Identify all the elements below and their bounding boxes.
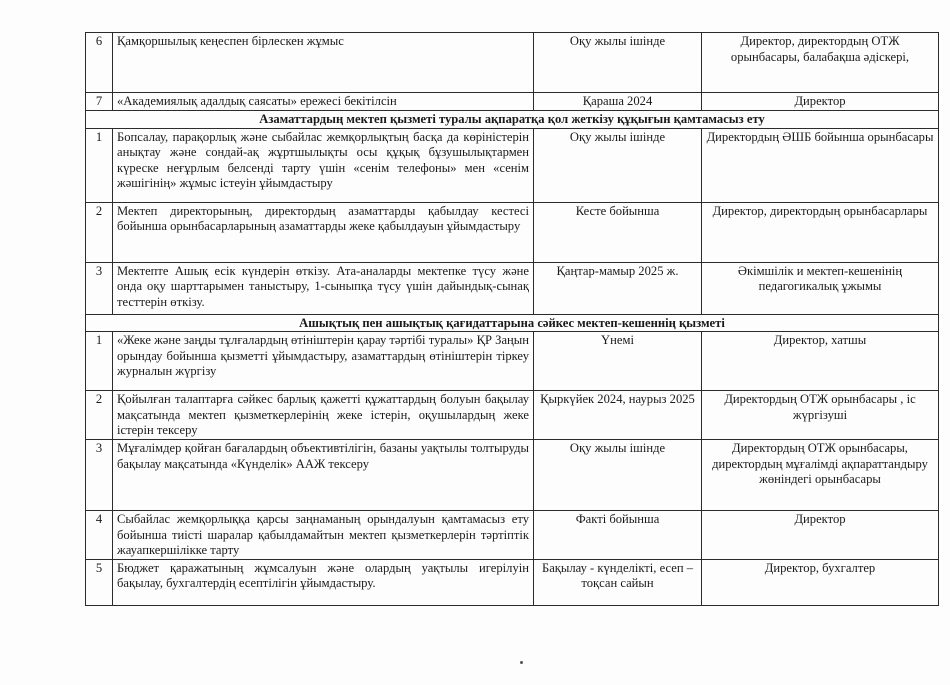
responsible-cell: Директор [702, 511, 939, 560]
row-number: 3 [86, 440, 113, 511]
row-number: 1 [86, 128, 113, 202]
table-row [86, 559, 939, 605]
activity-cell: Мектепте Ашық есік күндерін өткізу. Ата-аналарды мектепке түсу және онда оқу шарттарымен таныстыру, 1-сыныпқа түсу үшін дайындық-сынақ тесттерін өткізу. [113, 262, 534, 314]
responsible-cell: Директордың ӘШБ бойынша орынбасары [702, 128, 939, 202]
row-number: 4 [86, 511, 113, 560]
deadline-cell: Оқу жылы ішінде [534, 128, 702, 202]
row-number: 2 [86, 202, 113, 262]
section-title: Азаматтардың мектеп қызметі туралы ақпаратқа қол жеткізу құқығын қамтамасыз ету [86, 111, 939, 129]
activity-cell: Қойылған талаптарға сәйкес барлық қажетті құжаттардың болуын бақылау мақсатында мектеп қызметкерлерінің жеке істерін, оқушылардың жеке істерін тексеру [113, 391, 534, 440]
deadline-cell: Үнемі [534, 332, 702, 391]
deadline-cell: Қаңтар-мамыр 2025 ж. [534, 262, 702, 314]
section-header-row [86, 314, 939, 332]
table-row [86, 128, 939, 202]
table-row [86, 391, 939, 440]
deadline-cell: Кесте бойынша [534, 202, 702, 262]
deadline-cell: Қыркүйек 2024, наурыз 2025 [534, 391, 702, 440]
responsible-cell: Директордың ОТЖ орынбасары, директордың мұғалімді ақпараттандыру жөніндегі орынбасары [702, 440, 939, 511]
responsible-cell: Директор, директордың ОТЖ орынбасары, балабақша әдіскері, [702, 33, 939, 93]
scan-speck [520, 661, 523, 664]
responsible-cell: Директор, бухгалтер [702, 559, 939, 605]
row-number: 5 [86, 559, 113, 605]
table-row [86, 440, 939, 511]
activity-cell: Мұғалімдер қойған бағалардың объективтілігін, базаны уақтылы толтыруды бақылау мақсатында «Күнделік» ААЖ тексеру [113, 440, 534, 511]
row-number: 1 [86, 332, 113, 391]
activity-cell: Бюджет қаражатының жұмсалуын және олардың уақтылы игерілуін бақылау, бухгалтердің есептілігін ұйымдастыру. [113, 559, 534, 605]
activity-cell: Бопсалау, парақорлық және сыбайлас жемқорлықтың басқа да көріністерін анықтау және сондай-ақ жұртшылықты осы құқық бұзушылықтармен күреске неғұрлым белсенді тарту үшін «сенім телефоны» мен «сенім жәшігінің» жұмыс істеуін ұйымдастыру [113, 128, 534, 202]
activity-cell: Сыбайлас жемқорлыққа қарсы заңнаманың орындалуын қамтамасыз ету бойынша тиісті шаралар қабылдамайтын мектеп қызметкерлерін тәртіптік жауапкершілікке тарту [113, 511, 534, 560]
deadline-cell: Бақылау - күнделікті, есеп – тоқсан сайын [534, 559, 702, 605]
table-row [86, 93, 939, 111]
responsible-cell: Директор [702, 93, 939, 111]
activity-cell: «Академиялық адалдық саясаты» ережесі бекітілсін [113, 93, 534, 111]
deadline-cell: Оқу жылы ішінде [534, 440, 702, 511]
action-plan-table [85, 32, 939, 606]
row-number: 6 [86, 33, 113, 93]
table-row [86, 511, 939, 560]
row-number: 7 [86, 93, 113, 111]
table-row [86, 332, 939, 391]
responsible-cell: Әкімшілік и мектеп-кешенінің педагогикалық ұжымы [702, 262, 939, 314]
table-row [86, 202, 939, 262]
deadline-cell: Факті бойынша [534, 511, 702, 560]
responsible-cell: Директордың ОТЖ орынбасары , іс жүргізуші [702, 391, 939, 440]
row-number: 3 [86, 262, 113, 314]
table-row [86, 262, 939, 314]
deadline-cell: Оқу жылы ішінде [534, 33, 702, 93]
responsible-cell: Директор, хатшы [702, 332, 939, 391]
row-number: 2 [86, 391, 113, 440]
table-row [86, 33, 939, 93]
activity-cell: «Жеке және заңды тұлғалардың өтініштерін қарау тәртібі туралы» ҚР Заңын орындау бойынша қызметті ұйымдастыру, азаматтардың өтініштерін тіркеу журналын жүргізу [113, 332, 534, 391]
section-header-row [86, 111, 939, 129]
deadline-cell: Қараша 2024 [534, 93, 702, 111]
activity-cell: Қамқоршылық кеңеспен бірлескен жұмыс [113, 33, 534, 93]
activity-cell: Мектеп директорының, директордың азаматтарды қабылдау кестесі бойынша орынбасарларының азаматтарды жеке қабылдауын ұйымдастыру [113, 202, 534, 262]
section-title: Ашықтық пен ашықтық қағидаттарына сәйкес мектеп-кешеннің қызметі [86, 314, 939, 332]
responsible-cell: Директор, директордың орынбасарлары [702, 202, 939, 262]
